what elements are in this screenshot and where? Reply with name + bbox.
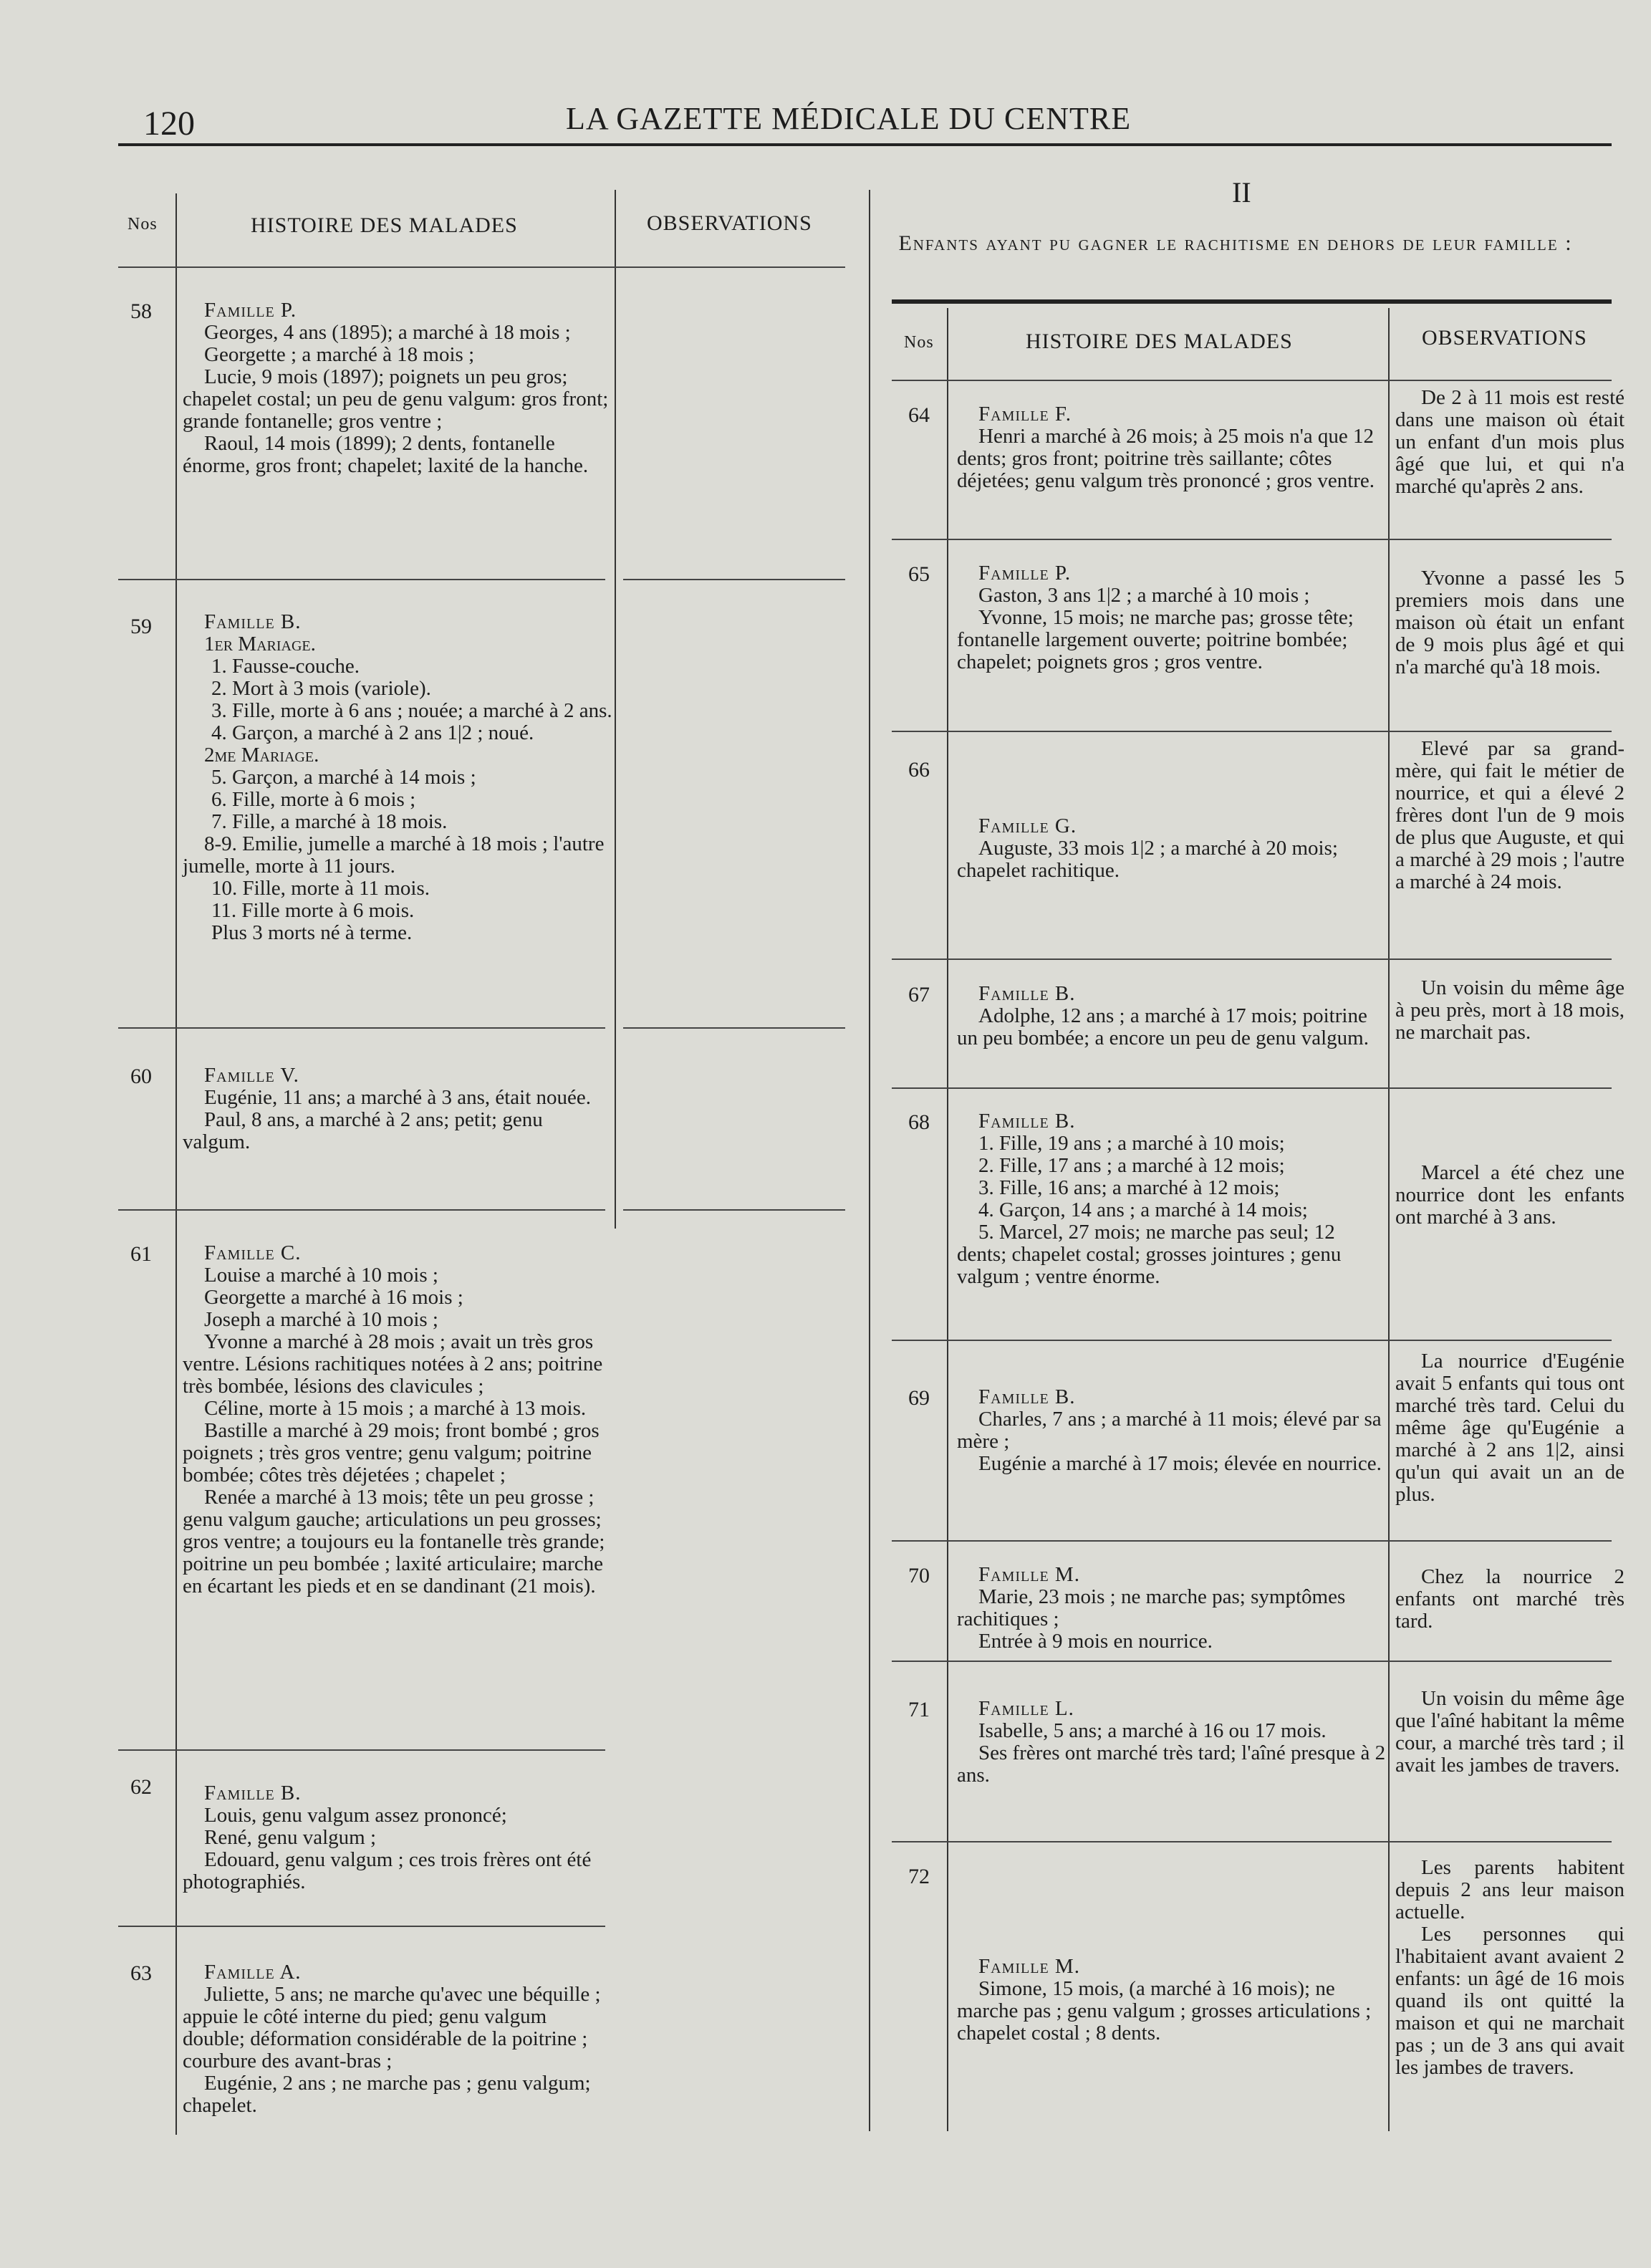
family-name: Famille G. bbox=[978, 815, 1077, 837]
entry-number: 69 bbox=[908, 1386, 930, 1410]
row-rule bbox=[892, 731, 1612, 732]
header-rule bbox=[118, 143, 1612, 146]
entry-number: 67 bbox=[908, 983, 930, 1006]
history-line: Gaston, 3 ans 1|2 ; a marché à 10 mois ; bbox=[978, 584, 1310, 607]
history-line: 6. Fille, morte à 6 mois ; bbox=[211, 788, 416, 811]
history-entry bbox=[957, 403, 1387, 492]
history-line: Renée a marché à 13 mois; tête un peu grosse ; genu valgum gauche; articulations un peu grosses; gros ventre; a toujours eu la fontanelle très grande; poitrine un peu bombée ; laxité articulaire; marche en écartant les pieds et en se dandinant (21 mois). bbox=[183, 1486, 605, 1597]
observation bbox=[1395, 387, 1624, 498]
observation bbox=[1395, 977, 1624, 1044]
row-rule bbox=[118, 1749, 605, 1751]
history-line: Yvonne, 15 mois; ne marche pas; grosse tête; fontanelle largement ouverte; poitrine bombée; chapelet; poignets gros ; gros ventre. bbox=[957, 606, 1354, 673]
history-line: Henri a marché à 26 mois; à 25 mois n'a que 12 dents; gros front; poitrine très saillante; côtes déjetées; genu valgum très prononcé ; gros ventre. bbox=[957, 425, 1375, 492]
history-entry bbox=[183, 1242, 612, 1597]
entry-number: 58 bbox=[130, 299, 152, 323]
row-rule bbox=[892, 1540, 1612, 1542]
history-line: Céline, morte à 15 mois ; a marché à 13 mois. bbox=[204, 1397, 587, 1420]
entry-number: 63 bbox=[130, 1961, 152, 1985]
right-col-divider-2 bbox=[1388, 308, 1390, 2131]
history-line: 8-9. Emilie, jumelle a marché à 18 mois ; l'autre jumelle, morte à 11 jours. bbox=[183, 832, 605, 878]
history-entry bbox=[957, 983, 1387, 1049]
entry-number: 72 bbox=[908, 1865, 930, 1888]
family-name: Famille L. bbox=[978, 1697, 1074, 1720]
history-line: Eugénie, 2 ans ; ne marche pas ; genu valgum; chapelet. bbox=[183, 2072, 591, 2117]
entry-number: 64 bbox=[908, 403, 930, 427]
entry-number: 62 bbox=[130, 1775, 152, 1799]
row-rule bbox=[892, 1087, 1612, 1089]
observation bbox=[1395, 738, 1624, 893]
history-line: Entrée à 9 mois en nourrice. bbox=[978, 1630, 1213, 1653]
history-line: Simone, 15 mois, (a marché à 16 mois); ne marche pas ; genu valgum ; grosses articulations ; chapelet costal ; 8 dents. bbox=[957, 1977, 1372, 2044]
family-name: Famille P. bbox=[978, 562, 1072, 585]
observation bbox=[1395, 1162, 1624, 1229]
left-header-history: HISTOIRE DES MALADES bbox=[251, 213, 518, 237]
observation-line: Marcel a été chez une nourrice dont les enfants ont marché à 3 ans. bbox=[1395, 1161, 1624, 1229]
history-entry bbox=[957, 562, 1387, 673]
family-name: Famille B. bbox=[978, 1110, 1076, 1133]
family-name: Famille M. bbox=[978, 1955, 1080, 1978]
family-name: Famille P. bbox=[204, 299, 297, 322]
family-name: Famille M. bbox=[978, 1563, 1080, 1586]
history-entry bbox=[183, 299, 612, 477]
history-line: Adolphe, 12 ans ; a marché à 17 mois; poitrine un peu bombée; a encore un peu de genu valgum. bbox=[957, 1004, 1369, 1049]
history-line: 4. Garçon, 14 ans ; a marché à 14 mois; bbox=[978, 1198, 1308, 1221]
entry-number: 68 bbox=[908, 1110, 930, 1134]
family-name: Famille F. bbox=[978, 403, 1072, 426]
observation-line: Les parents habitent depuis 2 ans leur maison actuelle. bbox=[1395, 1856, 1624, 1923]
history-line: René, genu valgum ; bbox=[204, 1826, 377, 1849]
observation-line: Elevé par sa grand-mère, qui fait le métier de nourrice, et qui a élevé 2 frères dont l'un de 9 mois de plus que Auguste, et qui a marché à 29 mois ; l'autre a marché à 24 mois. bbox=[1395, 737, 1624, 893]
entry-number: 71 bbox=[908, 1698, 930, 1721]
row-rule bbox=[118, 1027, 605, 1029]
row-rule bbox=[892, 958, 1612, 960]
row-rule bbox=[892, 1661, 1612, 1662]
section-number: II bbox=[1232, 176, 1251, 208]
history-line: Ses frères ont marché très tard; l'aîné presque à 2 ans. bbox=[957, 1741, 1386, 1787]
entry-number: 65 bbox=[908, 562, 930, 586]
entry-number: 66 bbox=[908, 758, 930, 782]
section-rule bbox=[892, 299, 1612, 304]
history-line: Joseph a marché à 10 mois ; bbox=[204, 1308, 438, 1331]
entry-number: 61 bbox=[130, 1242, 152, 1266]
history-line: Georgette ; a marché à 18 mois ; bbox=[204, 343, 475, 366]
history-line: 3. Fille, morte à 6 ans ; nouée; a marché à 2 ans. bbox=[211, 699, 612, 722]
history-line: Louis, genu valgum assez prononcé; bbox=[204, 1804, 507, 1827]
history-line: 2. Fille, 17 ans ; a marché à 12 mois; bbox=[978, 1154, 1285, 1177]
right-header-no: Nos bbox=[904, 333, 934, 352]
history-line: 10. Fille, morte à 11 mois. bbox=[211, 877, 430, 900]
family-name: Famille B. bbox=[204, 1782, 302, 1805]
entry-number: 60 bbox=[130, 1065, 152, 1088]
history-line: Georges, 4 ans (1895); a marché à 18 mois ; bbox=[204, 321, 571, 344]
right-col-divider-1 bbox=[947, 308, 948, 2131]
family-name: Famille C. bbox=[204, 1241, 302, 1264]
history-line: 1. Fille, 19 ans ; a marché à 10 mois; bbox=[978, 1132, 1285, 1155]
history-entry bbox=[183, 1782, 612, 1893]
history-line: Raoul, 14 mois (1899); 2 dents, fontanelle énorme, gros front; chapelet; laxité de la hanche. bbox=[183, 432, 589, 477]
history-line: Bastille a marché à 29 mois; front bombé ; gros poignets ; très gros ventre; genu valgum; poitrine bombée; côtes très déjetées ; chapelet ; bbox=[183, 1419, 600, 1486]
history-line: 1er Mariage. bbox=[204, 633, 316, 655]
history-entry bbox=[183, 1961, 612, 2117]
row-rule bbox=[118, 1926, 605, 1927]
row-rule bbox=[892, 1340, 1612, 1341]
observation bbox=[1395, 567, 1624, 678]
history-line: Eugénie, 11 ans; a marché à 3 ans, était nouée. bbox=[204, 1086, 592, 1109]
row-rule bbox=[118, 1209, 605, 1211]
history-line: Yvonne a marché à 28 mois ; avait un très gros ventre. Lésions rachitiques notées à 2 ans; poitrine très bombée, lésions des clavicules ; bbox=[183, 1330, 603, 1398]
observation-line: De 2 à 11 mois est resté dans une maison où était un enfant d'un mois plus âgé que lui, et qui n'a marché qu'après 2 ans. bbox=[1395, 386, 1624, 498]
history-entry bbox=[957, 1110, 1387, 1288]
history-line: Edouard, genu valgum ; ces trois frères ont été photographiés. bbox=[183, 1848, 592, 1893]
right-header-history: HISTOIRE DES MALADES bbox=[1026, 330, 1293, 353]
row-rule bbox=[118, 579, 605, 580]
observation-line: Yvonne a passé les 5 premiers mois dans une maison où était un enfant de 9 mois plus âgé et qui n'a marché qu'à 18 mois. bbox=[1395, 567, 1624, 678]
observation bbox=[1395, 1566, 1624, 1633]
history-line: Juliette, 5 ans; ne marche qu'avec une béquille ; appuie le côté interne du pied; genu valgum double; déformation considérable de la poitrine ; courbure des avant-bras ; bbox=[183, 1983, 601, 2072]
history-entry bbox=[957, 1564, 1387, 1653]
row-rule bbox=[892, 1841, 1612, 1842]
history-entry bbox=[183, 1065, 612, 1153]
family-name: Famille B. bbox=[978, 982, 1076, 1005]
history-entry bbox=[183, 611, 612, 944]
page-number: 120 bbox=[143, 105, 195, 143]
history-line: 7. Fille, a marché à 18 mois. bbox=[211, 810, 448, 833]
history-line: 1. Fausse-couche. bbox=[211, 655, 360, 678]
section-divider bbox=[869, 190, 870, 2131]
history-line: Louise a marché à 10 mois ; bbox=[204, 1264, 438, 1287]
history-entry bbox=[957, 1956, 1387, 2044]
family-name: Famille V. bbox=[204, 1064, 299, 1087]
history-line: Eugénie a marché à 17 mois; élevée en nourrice. bbox=[978, 1452, 1382, 1475]
history-line: Charles, 7 ans ; a marché à 11 mois; élevé par sa mère ; bbox=[957, 1408, 1382, 1453]
obs-rule bbox=[623, 1209, 845, 1211]
history-entry bbox=[957, 1698, 1387, 1787]
left-col-divider-1 bbox=[175, 193, 177, 2135]
history-entry bbox=[957, 1386, 1387, 1475]
family-name: Famille B. bbox=[204, 610, 302, 633]
left-col-divider-2 bbox=[615, 190, 616, 1229]
left-header-observations: OBSERVATIONS bbox=[647, 211, 812, 235]
left-header-rule bbox=[118, 266, 845, 268]
right-header-rule bbox=[892, 380, 1612, 381]
history-line: Georgette a marché à 16 mois ; bbox=[204, 1286, 463, 1309]
observation-line: La nourrice d'Eugénie avait 5 enfants qui tous ont marché très tard. Celui du même âge qu'Eugénie a marché à 2 ans 1|2, ainsi qu'un qui avait un an de plus. bbox=[1395, 1350, 1624, 1506]
observation-line: Chez la nourrice 2 enfants ont marché très tard. bbox=[1395, 1565, 1624, 1633]
history-line: 11. Fille morte à 6 mois. bbox=[211, 899, 415, 922]
history-line: 2. Mort à 3 mois (variole). bbox=[211, 677, 431, 700]
observation-line: Les personnes qui l'habitaient avant avaient 2 enfants: un âgé de 16 mois quand ils ont quitté la maison et qui ne marchait pas ; un de 3 ans qui avait les jambes de travers. bbox=[1395, 1923, 1624, 2079]
history-line: Plus 3 morts né à terme. bbox=[211, 921, 413, 944]
observation bbox=[1395, 1857, 1624, 2079]
history-line: Auguste, 33 mois 1|2 ; a marché à 20 mois; chapelet rachitique. bbox=[957, 837, 1338, 882]
history-line: Lucie, 9 mois (1897); poignets un peu gros; chapelet costal; un peu de genu valgum: gros front; grande fontanelle; gros ventre ; bbox=[183, 365, 609, 433]
observation-line: Un voisin du même âge que l'aîné habitant la même cour, a marché très tard ; il avait les jambes de travers. bbox=[1395, 1687, 1624, 1777]
obs-rule bbox=[623, 1027, 845, 1029]
history-line: Isabelle, 5 ans; a marché à 16 ou 17 mois. bbox=[978, 1719, 1327, 1742]
history-line: 3. Fille, 16 ans; a marché à 12 mois; bbox=[978, 1176, 1280, 1199]
history-line: Paul, 8 ans, a marché à 2 ans; petit; genu valgum. bbox=[183, 1108, 543, 1153]
history-line: 5. Marcel, 27 mois; ne marche pas seul; 12 dents; chapelet costal; grosses jointures ; genu valgum ; ventre énorme. bbox=[957, 1221, 1342, 1288]
entry-number: 70 bbox=[908, 1564, 930, 1587]
history-line: 2me Mariage. bbox=[204, 744, 319, 767]
family-name: Famille A. bbox=[204, 1961, 302, 1984]
history-entry bbox=[957, 815, 1387, 882]
left-header-no: Nos bbox=[127, 215, 158, 234]
history-line: Marie, 23 mois ; ne marche pas; symptômes rachitiques ; bbox=[957, 1585, 1346, 1630]
history-line: 4. Garçon, a marché à 2 ans 1|2 ; noué. bbox=[211, 721, 534, 744]
right-header-observations: OBSERVATIONS bbox=[1422, 326, 1587, 350]
obs-rule bbox=[623, 579, 845, 580]
observation bbox=[1395, 1688, 1624, 1777]
history-line: 5. Garçon, a marché à 14 mois ; bbox=[211, 766, 476, 789]
row-rule bbox=[892, 539, 1612, 540]
family-name: Famille B. bbox=[978, 1385, 1076, 1408]
observation-line: Un voisin du même âge à peu près, mort à 18 mois, ne marchait pas. bbox=[1395, 976, 1624, 1044]
running-title: LA GAZETTE MÉDICALE DU CENTRE bbox=[566, 101, 1132, 136]
section-title: Enfants ayant pu gagner le rachitisme en dehors de leur famille : bbox=[898, 231, 1573, 255]
observation bbox=[1395, 1350, 1624, 1506]
entry-number: 59 bbox=[130, 615, 152, 638]
